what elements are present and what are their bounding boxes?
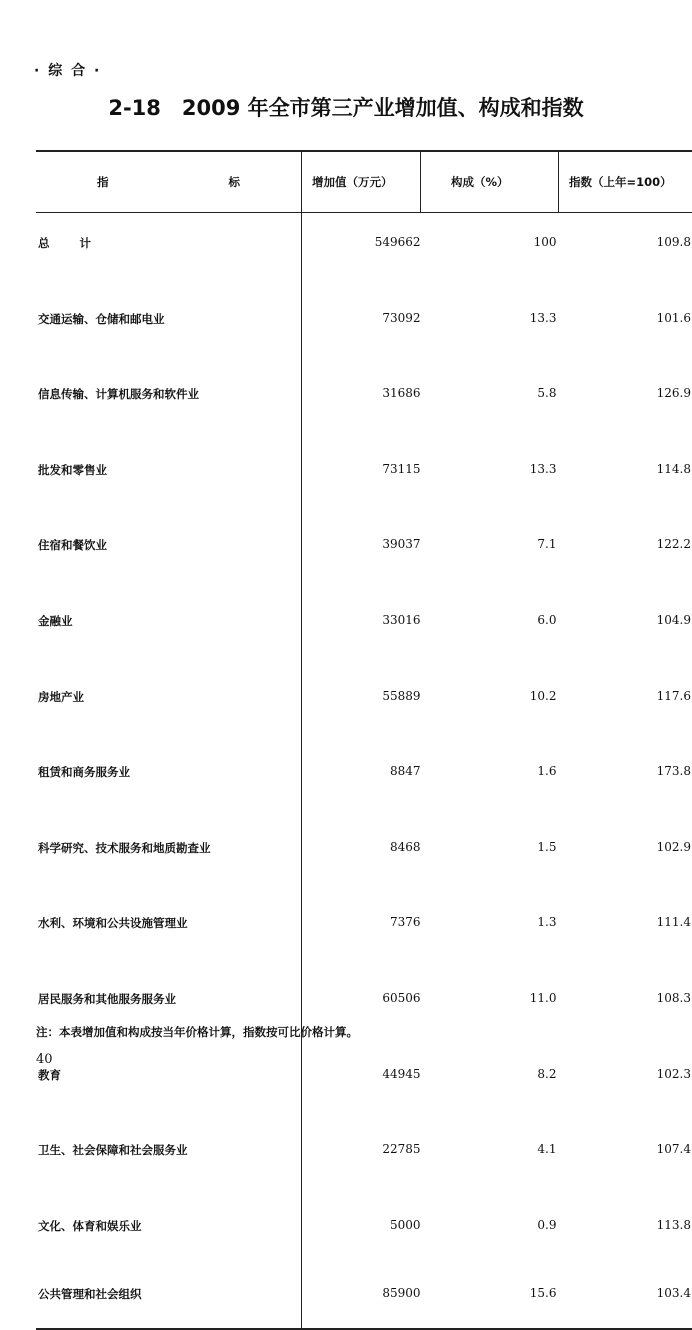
- table-row: [36, 1121, 692, 1197]
- cell-index: 102.9: [559, 819, 692, 895]
- row-label: 文化、体育和娱乐业: [36, 1197, 302, 1273]
- table-row: [36, 1272, 692, 1329]
- cell-composition: 13.3: [421, 441, 559, 517]
- cell-composition: 8.2: [421, 1046, 559, 1122]
- row-label: 交通运输、仓储和邮电业: [36, 290, 302, 366]
- cell-value: 55889: [302, 668, 421, 744]
- column-header-value: 增加值（万元）: [302, 151, 421, 213]
- row-label: 金融业: [36, 592, 302, 668]
- table-row: [36, 819, 692, 895]
- cell-composition: 0.9: [421, 1197, 559, 1273]
- cell-value: 33016: [302, 592, 421, 668]
- cell-value: 549662: [302, 213, 421, 290]
- cell-value: 7376: [302, 894, 421, 970]
- cell-index: 109.8: [559, 213, 692, 290]
- cell-value: 60506: [302, 970, 421, 1046]
- cell-index: 107.4: [559, 1121, 692, 1197]
- table-row: [36, 365, 692, 441]
- row-label: 教育: [36, 1046, 302, 1122]
- cell-index: 122.2: [559, 516, 692, 592]
- row-label: 批发和零售业: [36, 441, 302, 517]
- cell-value: 44945: [302, 1046, 421, 1122]
- row-label: 卫生、社会保障和社会服务业: [36, 1121, 302, 1197]
- table-row: [36, 290, 692, 366]
- cell-composition: 15.6: [421, 1272, 559, 1329]
- cell-composition: 4.1: [421, 1121, 559, 1197]
- cell-composition: 6.0: [421, 592, 559, 668]
- cell-composition: 7.1: [421, 516, 559, 592]
- table-row: [36, 516, 692, 592]
- table-row: [36, 743, 692, 819]
- indicator-header-part: 指: [97, 174, 109, 190]
- cell-value: 5000: [302, 1197, 421, 1273]
- column-header-composition: 构成（%）: [421, 151, 559, 213]
- table-row: [36, 668, 692, 744]
- column-header-indicator: [36, 151, 302, 213]
- cell-composition: 1.3: [421, 894, 559, 970]
- row-label: 信息传输、计算机服务和软件业: [36, 365, 302, 441]
- cell-composition: 10.2: [421, 668, 559, 744]
- page-number: 40: [36, 1052, 53, 1067]
- cell-index: 108.3: [559, 970, 692, 1046]
- cell-value: 73115: [302, 441, 421, 517]
- table-row: [36, 1197, 692, 1273]
- statistics-table: [36, 150, 692, 1330]
- row-label: 租赁和商务服务业: [36, 743, 302, 819]
- cell-composition: 1.6: [421, 743, 559, 819]
- row-label: 科学研究、技术服务和地质勘查业: [36, 819, 302, 895]
- cell-value: 73092: [302, 290, 421, 366]
- cell-index: 173.8: [559, 743, 692, 819]
- column-header-index: 指数（上年=100）: [559, 151, 692, 213]
- cell-value: 8468: [302, 819, 421, 895]
- total-label-part: 计: [80, 235, 92, 251]
- row-label: 水利、环境和公共设施管理业: [36, 894, 302, 970]
- indicator-header-part: 标: [229, 174, 241, 190]
- cell-composition: 13.3: [421, 290, 559, 366]
- cell-index: 104.9: [559, 592, 692, 668]
- cell-composition: 1.5: [421, 819, 559, 895]
- cell-index: 101.6: [559, 290, 692, 366]
- footnote: 注：本表增加值和构成按当年价格计算，指数按可比价格计算。: [36, 1024, 358, 1040]
- total-label-part: 总: [38, 235, 50, 251]
- table-row: [36, 592, 692, 668]
- cell-composition: 100: [421, 213, 559, 290]
- cell-index: 111.4: [559, 894, 692, 970]
- cell-index: 113.8: [559, 1197, 692, 1273]
- cell-index: 102.3: [559, 1046, 692, 1122]
- cell-value: 31686: [302, 365, 421, 441]
- table-header-row: [36, 151, 692, 213]
- table-row: [36, 441, 692, 517]
- row-label: 房地产业: [36, 668, 302, 744]
- page-title: 2-18 2009 年全市第三产业增加值、构成和指数: [0, 92, 692, 122]
- table-row-total: [36, 213, 692, 290]
- section-label: · 综 合 ·: [34, 60, 101, 80]
- cell-value: 39037: [302, 516, 421, 592]
- cell-index: 103.4: [559, 1272, 692, 1329]
- table-row: [36, 1046, 692, 1122]
- cell-index: 126.9: [559, 365, 692, 441]
- cell-index: 114.8: [559, 441, 692, 517]
- row-label-total: [36, 213, 302, 290]
- cell-value: 85900: [302, 1272, 421, 1329]
- cell-value: 8847: [302, 743, 421, 819]
- table-row: [36, 894, 692, 970]
- cell-value: 22785: [302, 1121, 421, 1197]
- cell-index: 117.6: [559, 668, 692, 744]
- row-label: 公共管理和社会组织: [36, 1272, 302, 1329]
- cell-composition: 11.0: [421, 970, 559, 1046]
- cell-composition: 5.8: [421, 365, 559, 441]
- row-label: 住宿和餐饮业: [36, 516, 302, 592]
- row-label: 居民服务和其他服务服务业: [36, 970, 302, 1046]
